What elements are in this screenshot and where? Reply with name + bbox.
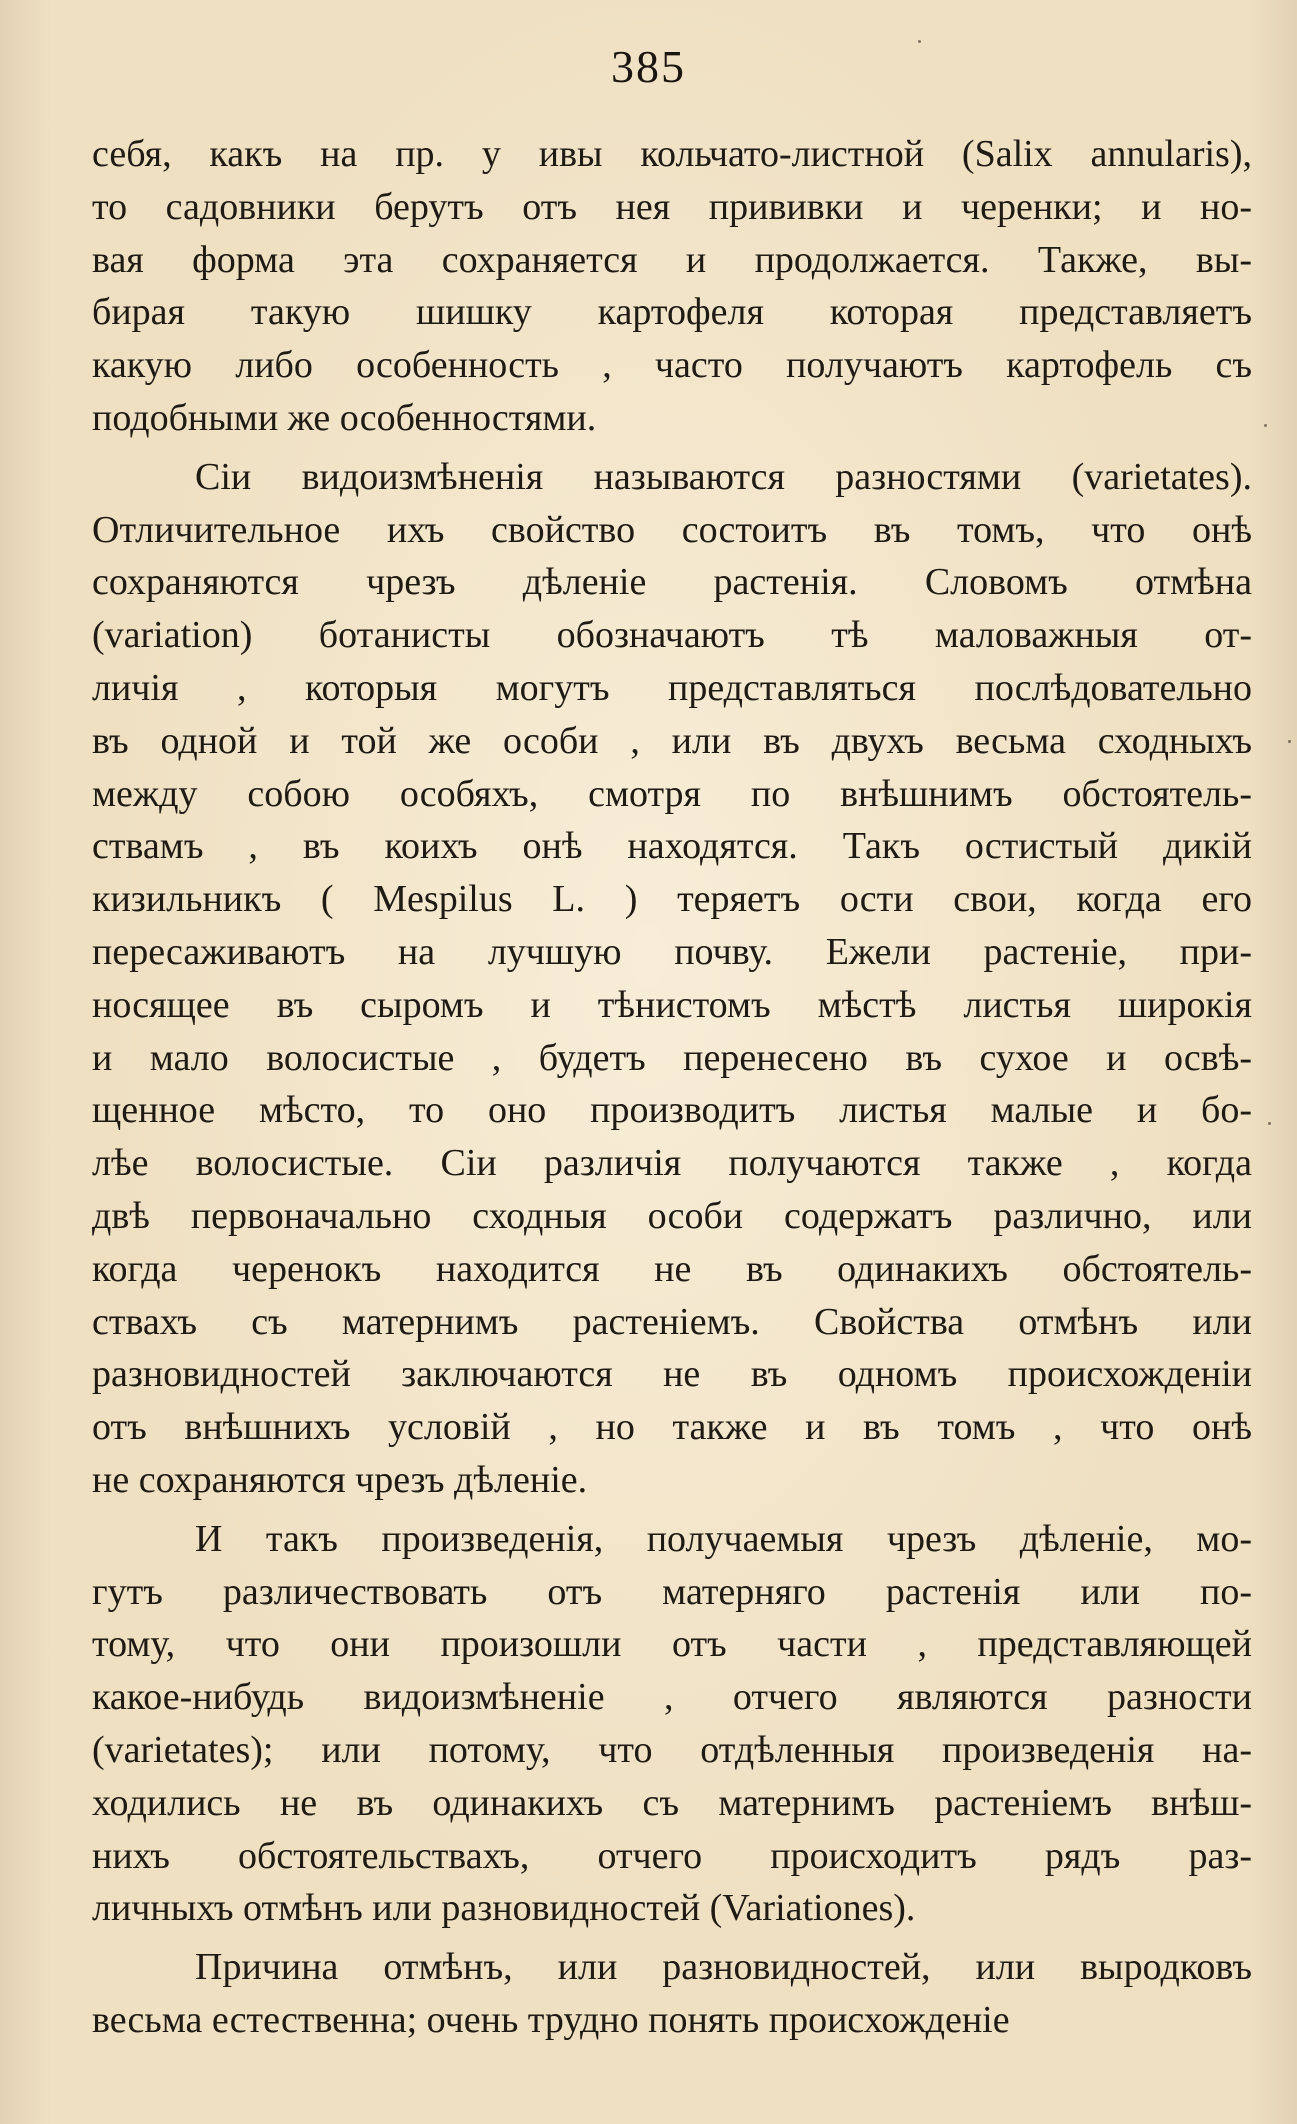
text-line: тому, что они произошли отъ части , представляющей	[92, 1623, 1252, 1666]
paper-speck	[1268, 1122, 1271, 1125]
text-line: какую либо особенность , часто получаютъ картофель съ	[92, 344, 1252, 387]
paper-speck	[1264, 424, 1267, 427]
text-line: гутъ различествовать отъ матерняго растенія или по-	[92, 1570, 1252, 1613]
page-number: 385	[611, 41, 686, 92]
text-line: ствахъ съ матернимъ растеніемъ. Свойства отмѣнъ или	[92, 1300, 1252, 1343]
text-line: какое-нибудь видоизмѣненіе , отчего являются разности	[92, 1676, 1252, 1719]
text-line: не сохраняются чрезъ дѣленіе.	[92, 1458, 588, 1501]
text-line: (variation) ботанисты обозначаютъ тѣ маловажныя от-	[92, 614, 1252, 657]
paragraph	[92, 451, 1252, 1507]
text-line: носящее въ сыромъ и тѣнистомъ мѣстѣ листья широкія	[92, 983, 1252, 1026]
text-line: то садовники берутъ отъ нея прививки и черенки; и но-	[92, 185, 1252, 228]
body-text	[92, 128, 1252, 2047]
text-line: вая форма эта сохраняется и продолжается. Также, вы-	[92, 238, 1252, 281]
text-line: подобными же особенностями.	[92, 396, 597, 439]
text-line: лѣе волосистые. Сіи различія получаются также , когда	[92, 1142, 1252, 1185]
paper-speck	[1288, 740, 1291, 743]
text-line: ходились не въ одинакихъ съ матернимъ растеніемъ внѣш-	[92, 1781, 1252, 1824]
text-line: Сіи видоизмѣненія называются разностями (varietates).	[195, 455, 1252, 498]
text-line: когда черенокъ находится не въ одинакихъ обстоятель-	[92, 1247, 1252, 1290]
text-line: ствамъ , въ коихъ онѣ находятся. Такъ остистый дикій	[92, 825, 1252, 868]
text-line: И такъ произведенія, получаемыя чрезъ дѣленіе, мо-	[195, 1517, 1252, 1560]
text-line: въ одной и той же особи , или въ двухъ весьма сходныхъ	[92, 719, 1252, 762]
text-line: себя, какъ на пр. у ивы кольчато-листной (Salix annularis),	[92, 133, 1252, 175]
text-line: кизильникъ ( Mespilus L. ) теряетъ ости свои, когда его	[92, 878, 1252, 921]
text-line: бирая такую шишку картофеля которая представляетъ	[92, 291, 1252, 334]
text-line: Отличительное ихъ свойство состоитъ въ томъ, что онѣ	[92, 508, 1252, 551]
text-line: двѣ первоначально сходныя особи содержатъ различно, или	[92, 1194, 1252, 1237]
text-line: (varietates); или потому, что отдѣленныя произведенія на-	[92, 1728, 1252, 1771]
text-line: весьма естественна; очень трудно понять происхожденіе	[92, 1998, 1010, 2041]
paragraph	[92, 128, 1252, 445]
text-line: личныхъ отмѣнъ или разновидностей (Variationes).	[92, 1887, 916, 1930]
text-line: нихъ обстоятельствахъ, отчего происходитъ рядъ раз-	[92, 1834, 1252, 1877]
text-line: между собою особяхъ, смотря по внѣшнимъ обстоятель-	[92, 772, 1252, 815]
text-line: Причина отмѣнъ, или разновидностей, или выродковъ	[195, 1946, 1252, 1989]
text-line: и мало волосистые , будетъ перенесено въ сухое и освѣ-	[92, 1036, 1252, 1079]
paragraph	[92, 1941, 1252, 2047]
text-line: отъ внѣшнихъ условій , но также и въ томъ , что онѣ	[92, 1406, 1252, 1449]
text-line: разновидностей заключаются не въ одномъ происхожденіи	[92, 1353, 1252, 1396]
paper-speck	[918, 40, 921, 43]
text-line: сохраняются чрезъ дѣленіе растенія. Словомъ отмѣна	[92, 561, 1252, 604]
text-line: щенное мѣсто, то оно производитъ листья малые и бо-	[92, 1089, 1252, 1132]
text-line: личія , которыя могутъ представляться послѣдовательно	[92, 666, 1252, 709]
text-line: пересаживаютъ на лучшую почву. Ежели растеніе, при-	[92, 930, 1252, 973]
paragraph	[92, 1513, 1252, 1935]
